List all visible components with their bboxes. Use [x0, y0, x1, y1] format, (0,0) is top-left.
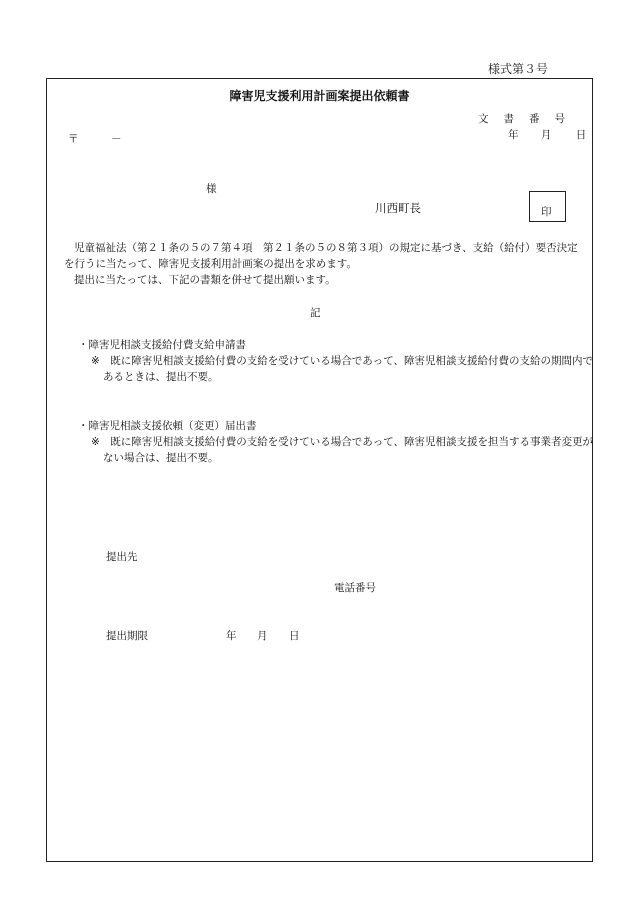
issue-date — [508, 127, 586, 143]
issue-date-day: 日 — [575, 129, 587, 141]
postal-dash: － — [111, 133, 122, 145]
body-paragraph-2: 提出に当たっては、下記の書類を併せて提出願います。 — [74, 274, 336, 286]
item-2-note: ※ 既に障害児相談支援給付費の支給を受けている場合であって、障害児相談支援を担当する事業者変更がない場合は、提出不要。 — [91, 436, 593, 464]
body-paragraph-1: 児童福祉法（第２１条の５の７第４項 第２１条の５の８第３項）の規定に基づき、支給（給付）要否決定を行うに当たって、障害児支援利用計画案の提出を求めます。 — [64, 242, 578, 270]
item-1-note: ※ 既に障害児相談支援給付費の支給を受けている場合であって、障害児相談支援給付費の支給の期間内であるときは、提出不要。 — [91, 355, 593, 383]
phone-label: 電話番号 — [334, 582, 376, 594]
document-number-label: 文書番号 — [478, 113, 580, 125]
deadline-label: 提出期限 — [106, 630, 148, 642]
item-2-title: ・障害児相談支援依頼（変更）届出書 — [78, 420, 257, 432]
deadline-day: 日 — [289, 630, 300, 642]
deadline-year: 年 — [226, 630, 237, 642]
ki-heading: 記 — [310, 307, 321, 319]
addressee-suffix: 様 — [206, 183, 217, 195]
item-1-title: ・障害児相談支援給付費支給申請書 — [78, 339, 246, 351]
document-title: 障害児支援利用計画案提出依頼書 — [229, 89, 410, 103]
issue-date-year: 年 — [508, 129, 519, 141]
form-number: 様式第３号 — [488, 62, 549, 76]
submission-destination-label: 提出先 — [106, 551, 138, 563]
seal-label: 印 — [541, 206, 552, 218]
issue-date-month: 月 — [540, 129, 552, 141]
sender-name: 川西町長 — [375, 201, 421, 215]
postal-mark: 〒 — [68, 133, 79, 145]
deadline-month: 月 — [257, 630, 268, 642]
document-frame — [46, 78, 593, 862]
